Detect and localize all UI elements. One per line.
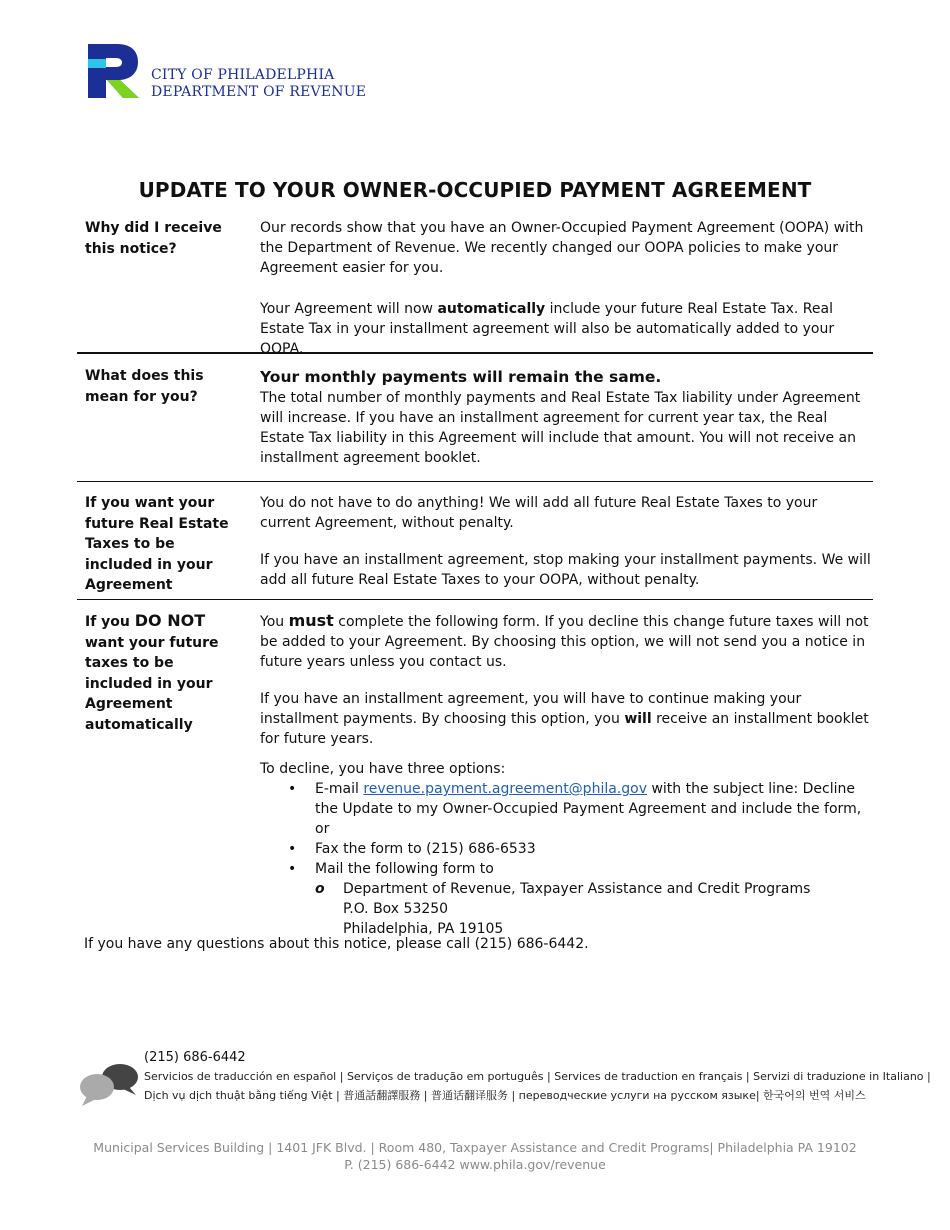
answer-dont [260, 611, 872, 939]
answer-want [260, 493, 872, 590]
section-why [77, 216, 873, 357]
mailing-address: o Department of Revenue, Taxpayer Assistance and Credit Programs P.O. Box 53250 Philadelphia, PA 19105 [315, 879, 872, 939]
logo-city-text: CITY OF PHILADELPHIA [151, 67, 335, 83]
option-mail: • Mail the following form to [288, 861, 494, 877]
logo-department-text: DEPARTMENT OF REVENUE [151, 84, 367, 100]
philadelphia-p-logo-icon [87, 43, 143, 99]
section-dont [77, 599, 873, 937]
meaning-headline: Your monthly payments will remain the same. [260, 368, 662, 386]
answer-why [260, 218, 872, 359]
address-line-3: Philadelphia, PA 19105 [343, 921, 504, 937]
translation-line-1: Servicios de traducción en español | Serviços de tradução em português | Services de traduction en français | Servizi di traduzione in Italiano | [144, 1070, 931, 1083]
translation-services [144, 1067, 931, 1105]
dont-paragraph-2: If you have an installment agreement, you will have to continue making your installment payments. By choosing this option, you will receive an installment booklet for future years. [260, 691, 869, 747]
question-want: If you want your future Real Estate Taxes to be included in your Agreement [85, 495, 229, 593]
option-email: • E-mail revenue.payment.agreement@phila.gov with the subject line: Decline the Update to my Owner-Occupied Payment Agreement and include the form, or [288, 781, 862, 837]
email-link[interactable]: revenue.payment.agreement@phila.gov [363, 781, 647, 797]
options-intro: To decline, you have three options: [260, 761, 506, 777]
answer-meaning [260, 366, 872, 468]
footer-line-2: P. (215) 686-6442 www.phila.gov/revenue [344, 1157, 606, 1172]
section-meaning [77, 352, 873, 483]
department-logo [87, 43, 387, 103]
speech-bubbles-icon [79, 1062, 139, 1107]
notice-title: UPDATE TO YOUR OWNER-OCCUPIED PAYMENT AGREEMENT [138, 178, 812, 202]
section-want [77, 481, 873, 600]
option-fax: • Fax the form to (215) 686-6533 [288, 841, 536, 857]
dont-paragraph-1: You must complete the following form. If you decline this change future taxes will not be added to your Agreement. By choosing this option, we will not send you a notice in future years unless you contact us. [260, 611, 869, 670]
address-line-1: Department of Revenue, Taxpayer Assistance and Credit Programs [343, 881, 811, 897]
question-meaning: What does this mean for you? [85, 368, 204, 405]
why-paragraph-1: Our records show that you have an Owner-Occupied Payment Agreement (OOPA) with the Department of Revenue. We recently changed our OOPA policies to make your Agreement easier for you. [260, 220, 864, 276]
questions-note: If you have any questions about this notice, please call (215) 686-6442. [84, 936, 589, 952]
translation-phone: (215) 686-6442 [144, 1050, 246, 1065]
want-paragraph-2: If you have an installment agreement, stop making your installment payments. We will add all future Real Estate Taxes to your OOPA, without penalty. [260, 552, 871, 588]
meaning-body: The total number of monthly payments and Real Estate Tax liability under Agreement will increase. If you have an installment agreement for current year tax, the Real Estate Tax liability in this Agreement will include that amount. You will not receive an installment agreement booklet. [260, 390, 861, 466]
footer-address [0, 1139, 950, 1173]
translation-line-2: Dịch vụ dịch thuật bằng tiếng Việt | 普通話翻譯服務 | 普通话翻译服务 | переводческие услуги на русском языке| 한국어의 번역 서비스 [144, 1089, 866, 1102]
address-line-2: P.O. Box 53250 [343, 901, 449, 917]
question-why: Why did I receive this notice? [85, 220, 222, 257]
footer-line-1: Municipal Services Building | 1401 JFK Blvd. | Room 480, Taxpayer Assistance and Credit Programs| Philadelphia PA 19102 [93, 1140, 857, 1155]
why-paragraph-2: Your Agreement will now automatically include your future Real Estate Tax. Real Estate Tax in your installment agreement will also be automatically added to your OOPA. [260, 301, 835, 357]
want-paragraph-1: You do not have to do anything! We will add all future Real Estate Taxes to your current Agreement, without penalty. [260, 495, 818, 531]
question-dont: If you DO NOT want your future taxes to be included in your Agreement automatically [85, 611, 219, 733]
decline-options-list [260, 779, 872, 879]
